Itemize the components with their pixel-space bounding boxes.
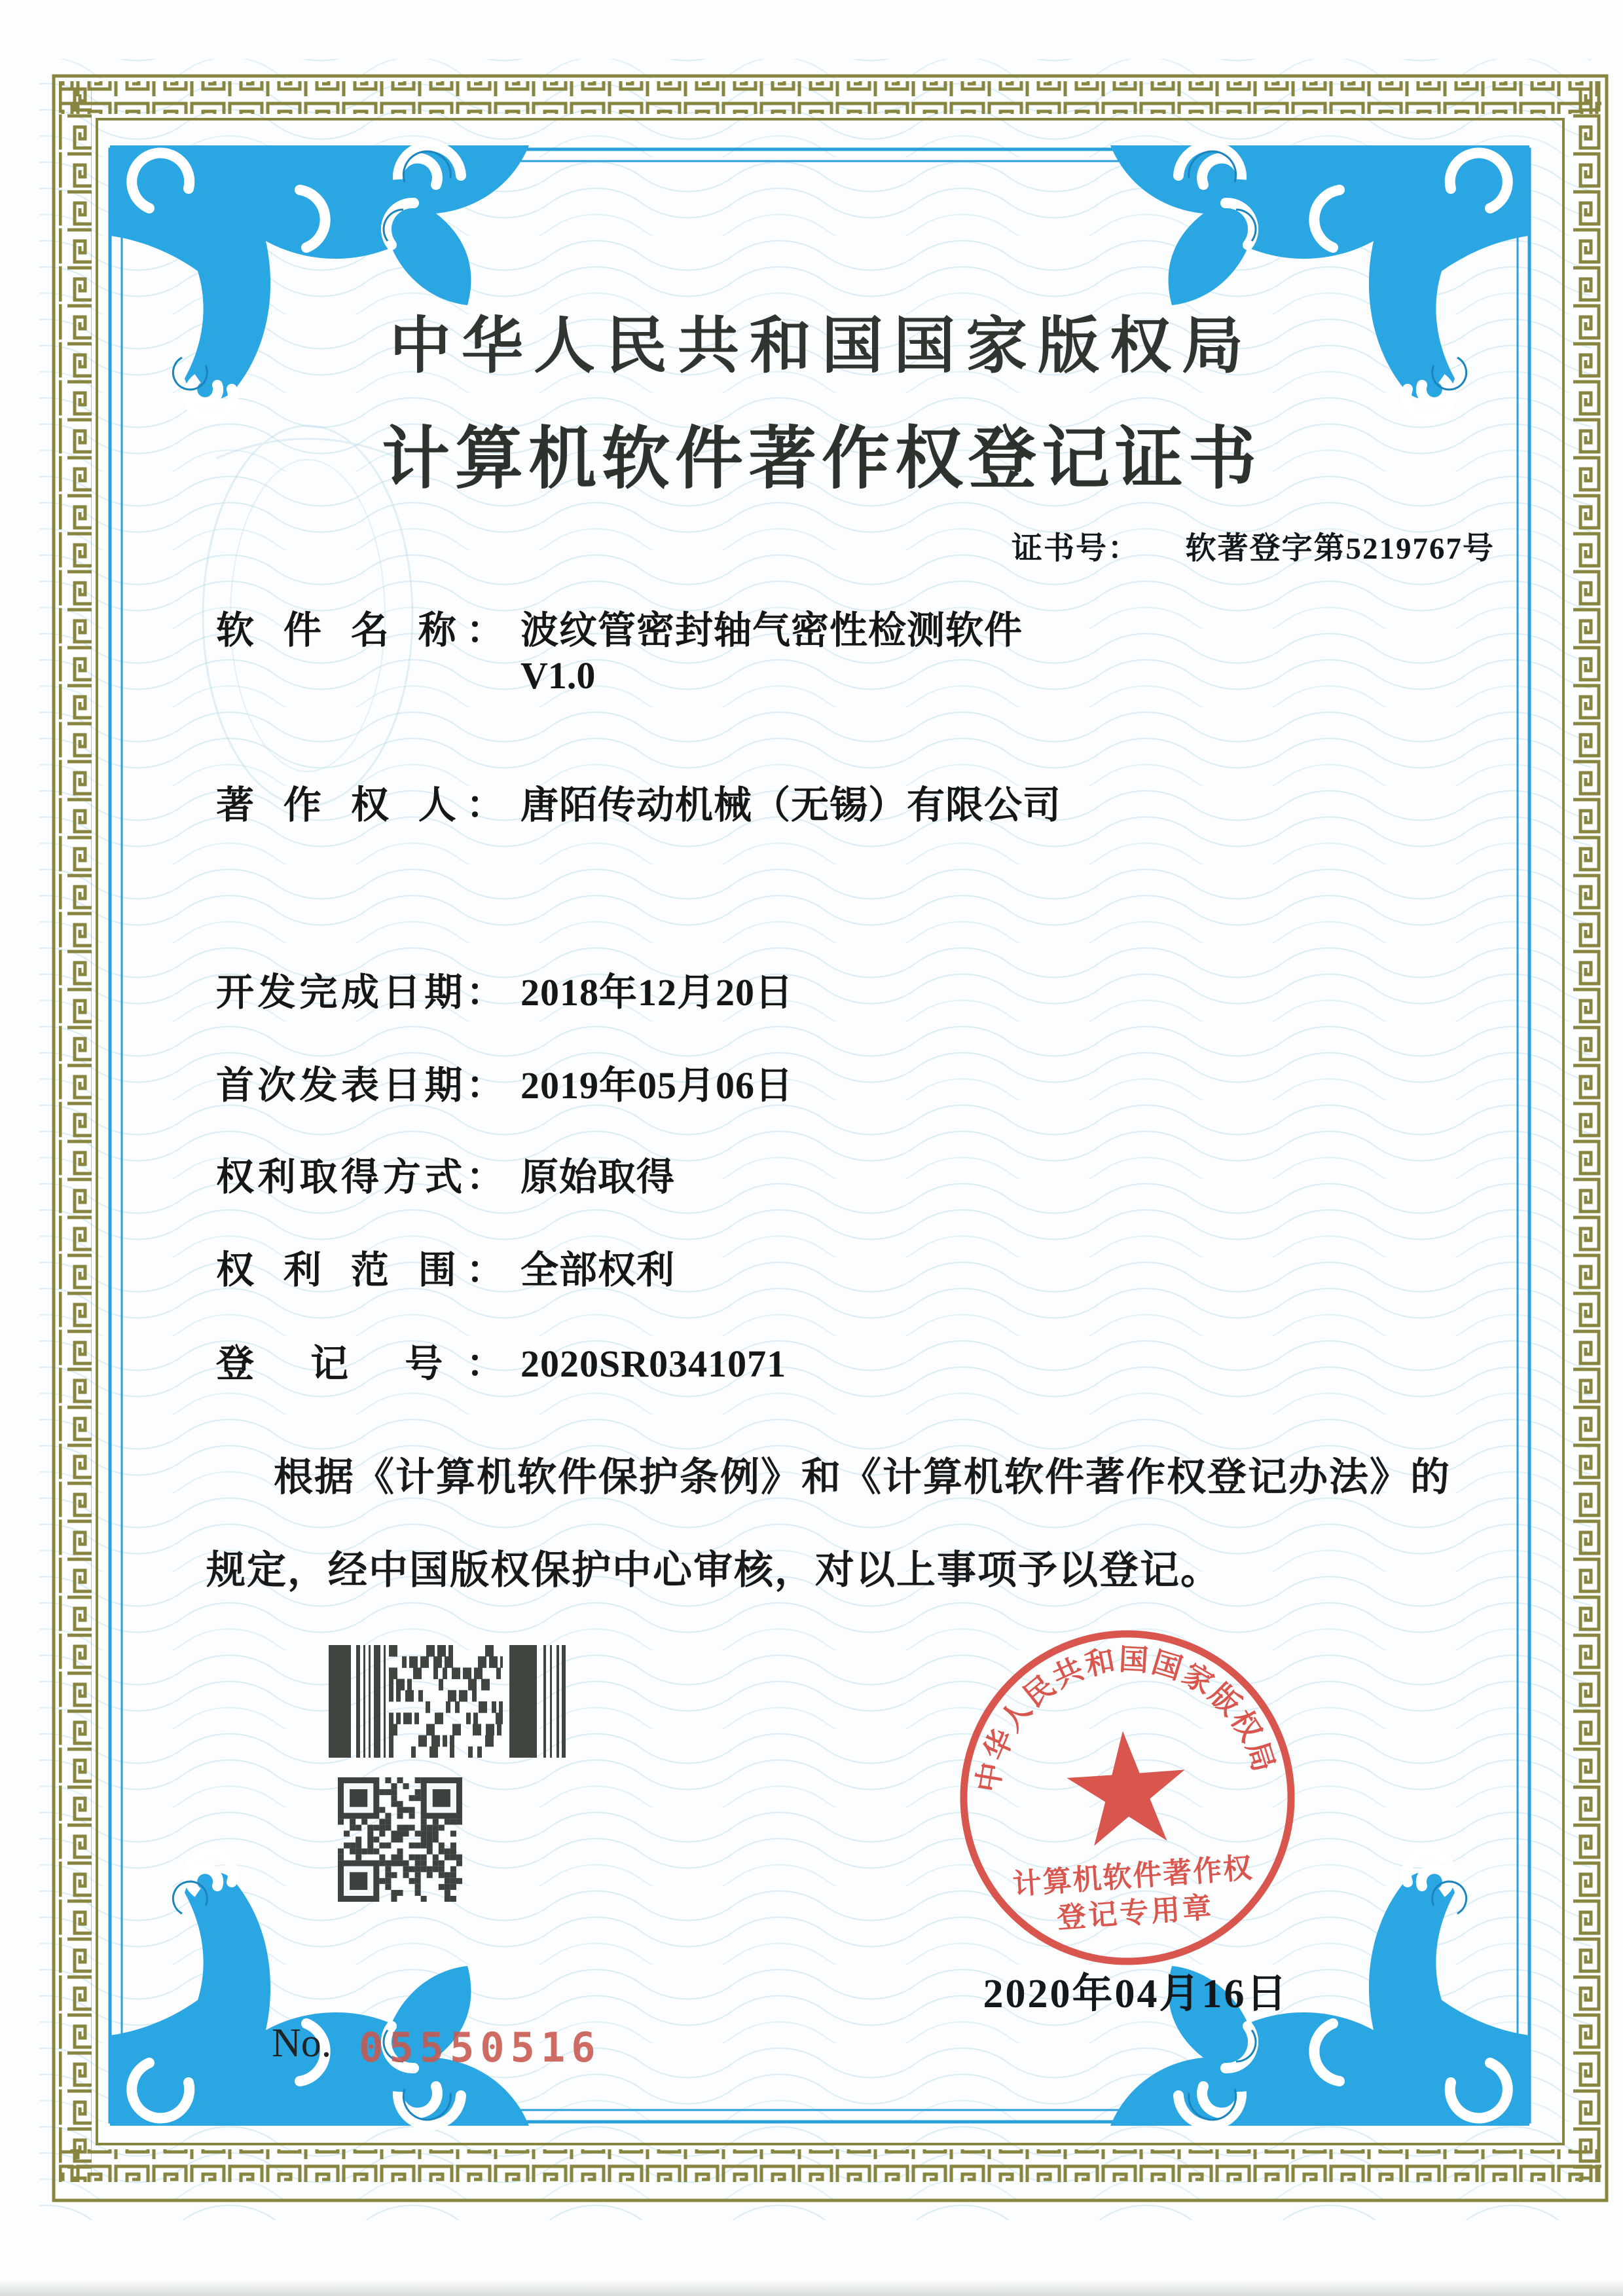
field-row-rights-acquisition: [216, 1146, 675, 1201]
field-label: 权利取得方式：: [216, 1156, 504, 1198]
field-row-software-name: [216, 599, 1023, 654]
field-row-completion-date: [216, 961, 793, 1016]
barcode-2d: [329, 1645, 568, 1758]
field-label: 开发完成日期：: [216, 971, 504, 1014]
qr-code: [338, 1777, 462, 1902]
field-value: 波纹管密封轴气密性检测软件: [520, 609, 1023, 652]
field-row-copyright-owner: [216, 774, 1061, 829]
field-label: 著 作 权 人：: [216, 784, 504, 826]
official-seal: [953, 1623, 1303, 1973]
certificate-number-line: [1012, 524, 1495, 568]
field-label: 权 利 范 围：: [216, 1249, 504, 1291]
scan-paper-edge: [0, 2280, 1623, 2296]
issue-date: 2020年04月16日: [983, 1972, 1289, 2016]
seal-text-line2: 登记专用章: [1055, 1891, 1215, 1935]
statement-line-2: 规定，经中国版权保护中心审核，对以上事项予以登记。: [206, 1549, 1221, 1592]
certificate-title: 计算机软件著作权登记证书: [381, 422, 1262, 497]
seal-text-line1: 计算机软件著作权: [1012, 1851, 1254, 1901]
certificate-number-label: 证书号：: [1012, 532, 1140, 566]
field-label: 软 件 名 称：: [216, 609, 504, 652]
field-value: 原始取得: [520, 1156, 676, 1198]
field-value: 全部权利: [520, 1249, 676, 1291]
certificate-number-value: 软著登字第5219767号: [1185, 532, 1495, 566]
field-value: 2019年05月06日: [520, 1064, 794, 1107]
field-value: 唐陌传动机械（无锡）有限公司: [520, 784, 1062, 826]
field-row-rights-scope: [216, 1239, 675, 1294]
field-row-registration-number: [216, 1333, 786, 1388]
field-value: 2018年12月20日: [520, 971, 794, 1014]
statement-line-1: 根据《计算机软件保护条例》和《计算机软件著作权登记办法》的: [274, 1456, 1451, 1499]
field-value: 2020SR0341071: [520, 1342, 787, 1385]
star-icon: [1064, 1727, 1190, 1847]
serial-prefix: No.: [272, 2021, 332, 2065]
field-label: 登 记 号：: [216, 1342, 504, 1385]
seal-ring-text: 中华人民共和国国家版权局: [971, 1642, 1281, 1795]
issuing-authority-title: 中华人民共和国国家版权局: [389, 312, 1254, 380]
field-label: 首次发表日期：: [216, 1064, 504, 1107]
field-row-first-publication-date: [216, 1054, 793, 1109]
serial-number: 05550516: [359, 2024, 602, 2071]
software-version: V1.0: [520, 654, 596, 697]
